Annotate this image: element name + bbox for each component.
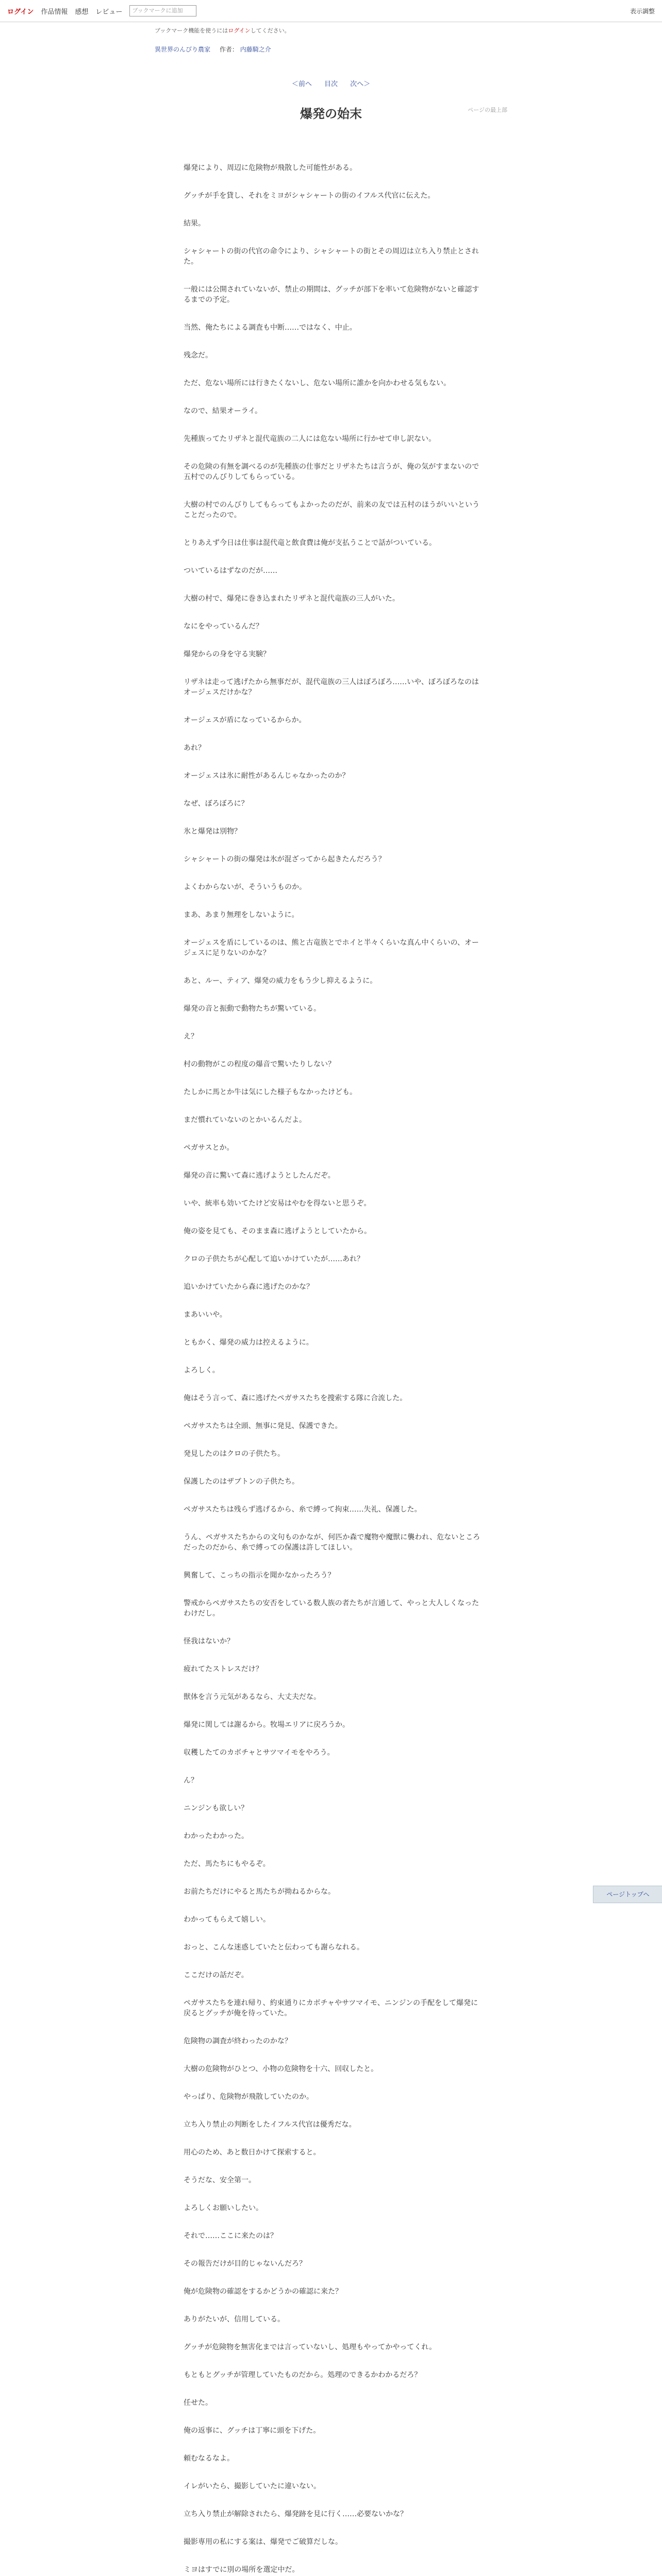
chapter-title: 爆発の始末 bbox=[300, 107, 362, 121]
novel-paragraph: ペガサスたちは残らず逃げるから、糸で縛って拘束……失礼、保護した。 bbox=[184, 1505, 422, 1514]
bookmark-notice: ブックマーク機能を使うにはログインしてください。 bbox=[155, 27, 290, 34]
bookmark-button[interactable]: ブックマークに追加 bbox=[129, 5, 196, 16]
novel-paragraph: 村の動物がこの程度の爆音で驚いたりしない？ bbox=[184, 1060, 335, 1069]
nav-comments[interactable]: 感想 bbox=[75, 8, 89, 16]
novel-body bbox=[184, 163, 483, 2576]
novel-paragraph: 撮影専用の私にする案は、爆発でご破算だしな。 bbox=[184, 2538, 342, 2546]
novel-paragraph: え？ bbox=[184, 1032, 198, 1041]
novel-paragraph: ついているはずなのだが…… bbox=[184, 567, 277, 575]
novel-paragraph: そうだな、安全第一。 bbox=[184, 2176, 256, 2184]
novel-paragraph: 立ち入り禁止の判断をしたイフルス代官は優秀だな。 bbox=[184, 2121, 356, 2129]
novel-paragraph: シャシャートの街の代官の命令により、シャシャートの街とその周辺は立ち入り禁止とされた。 bbox=[184, 247, 479, 266]
next-link[interactable]: 次へ＞ bbox=[350, 80, 371, 88]
novel-paragraph: わかってもらえて嬉しい。 bbox=[184, 1916, 270, 1924]
novel-paragraph: よくわからないが、そういうものか。 bbox=[184, 883, 306, 891]
novel-paragraph: 当然、俺たちによる調査も中断……ではなく、中止。 bbox=[184, 324, 357, 332]
novel-paragraph: 興奮して、こっちの指示を聞かなかったろう？ bbox=[184, 1571, 335, 1580]
novel-paragraph: 任せた。 bbox=[184, 2399, 212, 2407]
novel-paragraph: オージェスは氷に耐性があるんじゃなかったのか？ bbox=[184, 772, 350, 780]
novel-paragraph: オージェスを盾にしているのは、熊と古竜族とでホイと半々くらいな真ん中くらいの、オージェスに足りないのかな？ bbox=[184, 939, 479, 957]
novel-paragraph: 爆発により、周辺に危険物が飛散した可能性がある。 bbox=[184, 164, 357, 172]
novel-paragraph: その危険の有無を調べるのが先種族の仕事だとリザネたちは言うが、俺の気がすまないので五村でのんびりしてもらっている。 bbox=[184, 463, 479, 481]
novel-paragraph: 俺が危険物の確認をするかどうかの確認に来た？ bbox=[184, 2287, 342, 2296]
author-link[interactable]: 内藤騎之介 bbox=[240, 46, 271, 53]
novel-paragraph: 爆発に関しては謝るから。牧場エリアに戻ろうか。 bbox=[184, 1721, 350, 1729]
novel-paragraph: ミヨはすでに別の場所を選定中だ。 bbox=[184, 2566, 300, 2574]
novel-paragraph: いや、統率も効いてたけど安易はやむを得ないと思うぞ。 bbox=[184, 1199, 371, 1208]
novel-paragraph: 俺の返事に、グッチは丁寧に頭を下げた。 bbox=[184, 2427, 321, 2435]
novel-paragraph: シャシャートの街の爆発は氷が混ざってから起きたんだろう？ bbox=[184, 855, 386, 863]
novel-paragraph: イレがいたら、撮影していたに違いない。 bbox=[184, 2482, 321, 2490]
novel-paragraph: おっと、こんな迷惑していたと伝わっても謝らなれる。 bbox=[184, 1943, 364, 1952]
notice-login-link[interactable]: ログイン bbox=[228, 27, 251, 34]
novel-paragraph: まあ、あまり無理をしないように。 bbox=[184, 911, 299, 919]
novel-paragraph: わかったわかった。 bbox=[184, 1832, 249, 1840]
novel-paragraph: たしかに馬とか牛は気にした様子もなかったけども。 bbox=[184, 1088, 357, 1096]
novel-paragraph: 先種族ってたリザネと混代竜族の二人には危ない場所に行かせて申し訳ない。 bbox=[184, 435, 436, 443]
display-settings-button[interactable]: 表示調整 bbox=[630, 7, 655, 15]
novel-paragraph: やっぱり、危険物が飛散していたのか。 bbox=[184, 2093, 313, 2101]
novel-paragraph: 爆発の音に驚いて森に逃げようとしたんだぞ。 bbox=[184, 1172, 335, 1180]
novel-paragraph: 収穫したてのカボチャとサツマイモをやろう。 bbox=[184, 1749, 335, 1757]
novel-paragraph: ありがたいが、信用している。 bbox=[184, 2315, 285, 2324]
novel-paragraph: お前たちだけにやると馬たちが拗ねるからな。 bbox=[184, 1888, 335, 1896]
novel-paragraph: なので、結果オーライ。 bbox=[184, 407, 262, 415]
toc-link[interactable]: 目次 bbox=[324, 80, 338, 88]
top-bar bbox=[0, 0, 662, 22]
novel-paragraph: なにをやっているんだ？ bbox=[184, 622, 263, 631]
novel-paragraph: クロの子供たちが心配して追いかけていたが……あれ？ bbox=[184, 1255, 364, 1263]
novel-paragraph: もともとグッチが管理していたものだから。処理のできるかわかるだろ？ bbox=[184, 2371, 422, 2379]
novel-paragraph: グッチが危険物を無害化までは言っていないし、処理もやってかやってくれ。 bbox=[184, 2343, 437, 2351]
novel-paragraph: 怪我はないか？ bbox=[184, 1637, 234, 1646]
novel-paragraph: リザネは走って逃げたから無事だが、混代竜族の三人はぼろぼろ……いや、ぼろぼろなのはオージェスだけかな？ bbox=[184, 678, 479, 697]
novel-paragraph: 警戒からペガサスたちの安否をしている数人族の者たちが言通して、やっと大人しくなったわけだし。 bbox=[184, 1599, 479, 1618]
novel-paragraph: あと、ルー、ティア、爆発の威力をもう少し抑えるように。 bbox=[184, 977, 377, 985]
novel-paragraph: 頼むなるなよ。 bbox=[184, 2454, 234, 2463]
novel-paragraph: ともかく、爆発の威力は控えるように。 bbox=[184, 1338, 313, 1347]
novel-paragraph: よろしく。 bbox=[184, 1366, 220, 1375]
novel-paragraph: それで……ここに来たのは？ bbox=[184, 2232, 277, 2240]
novel-paragraph: 爆発からの身を守る実験？ bbox=[184, 650, 270, 658]
novel-paragraph: なぜ、ぼろぼろに？ bbox=[184, 800, 249, 808]
novel-paragraph: 結果。 bbox=[184, 219, 205, 228]
nav-info[interactable]: 作品情報 bbox=[41, 8, 68, 16]
novel-paragraph: 立ち入り禁止が解除されたら、爆発跡を見に行く……必要ないかな？ bbox=[184, 2510, 407, 2518]
novel-paragraph: まだ慣れていないのとかいるんだよ。 bbox=[184, 1116, 306, 1124]
novel-paragraph: よろしくお願いしたい。 bbox=[184, 2204, 263, 2212]
page-top-button[interactable]: ページトップへ bbox=[593, 1886, 662, 1903]
work-info bbox=[0, 35, 662, 54]
novel-paragraph: 獣体を言う元気があるなら、大丈夫だな。 bbox=[184, 1693, 321, 1701]
novel-paragraph: ただ、危ない場所には行きたくないし、危ない場所に誰かを向かわせる気もない。 bbox=[184, 379, 451, 387]
novel-paragraph: ペガサスたちを連れ帰り、約束通りにカボチャやサツマイモ、ニンジンの手配をして爆発に戻るとグッチが俺を待っていた。 bbox=[184, 1999, 478, 2018]
novel-paragraph: とりあえず今日は仕事は混代竜と飲食費は俺が支払うことで話がついている。 bbox=[184, 539, 436, 547]
novel-paragraph: 追いかけていたから森に逃げたのかな？ bbox=[184, 1283, 313, 1291]
novel-paragraph: ニンジンも欲しい？ bbox=[184, 1804, 249, 1812]
prev-link[interactable]: ＜前へ bbox=[291, 80, 312, 88]
novel-paragraph: 俺の姿を見ても、そのまま森に逃げようとしていたから。 bbox=[184, 1227, 371, 1235]
login-link[interactable]: ログイン bbox=[7, 8, 34, 16]
novel-paragraph: 残念だ。 bbox=[184, 351, 212, 360]
novel-paragraph: 用心のため、あと数日かけて探索すると。 bbox=[184, 2148, 321, 2157]
author-label: 作者： bbox=[219, 46, 238, 53]
novel-paragraph: その報告だけが目的じゃないんだろ？ bbox=[184, 2260, 306, 2268]
chapter-pager bbox=[0, 78, 662, 88]
novel-paragraph: オージェスが盾になっているからか。 bbox=[184, 716, 306, 724]
novel-paragraph: 一般には公開されていないが、禁止の期間は、グッチが部下を率いて危険物がないと確認するまでの予定。 bbox=[184, 285, 479, 304]
novel-paragraph: ペガサスたちは全頭、無事に発見、保護できた。 bbox=[184, 1422, 342, 1430]
chapter-number: ページの最上部 bbox=[468, 107, 507, 113]
novel-paragraph: 爆発の音と振動で動物たちが驚いている。 bbox=[184, 1005, 321, 1013]
novel-paragraph: まあいいや。 bbox=[184, 1311, 227, 1319]
novel-paragraph: 俺はそう言って、森に逃げたペガサスたちを捜索する隊に合流した。 bbox=[184, 1394, 407, 1402]
novel-paragraph: うん、ペガサスたちからの文句ものかなが、何匹か森で魔物や魔獣に襲われ、危ないところだったのだから、糸で縛っての保護は許してほしい。 bbox=[184, 1533, 481, 1552]
work-title-link[interactable]: 異世界のんびり農家 bbox=[155, 46, 211, 53]
novel-paragraph: ただ、馬たちにもやるぞ。 bbox=[184, 1860, 270, 1868]
novel-paragraph: グッチが手を貸し、それをミヨがシャシャートの街のイフルス代官に伝えた。 bbox=[184, 192, 435, 200]
nav-review[interactable]: レビュー bbox=[95, 8, 123, 16]
novel-paragraph: 疲れてたストレスだけ？ bbox=[184, 1665, 263, 1673]
novel-paragraph: 大樹の危険物がひとつ、小物の危険物を十六、回収したと。 bbox=[184, 2065, 378, 2073]
novel-paragraph: 大樹の村でのんびりしてもらってもよかったのだが、前来の友では五村のほうがいいということだったので。 bbox=[184, 501, 479, 519]
novel-paragraph: 発見したのはクロの子供たち。 bbox=[184, 1450, 285, 1458]
novel-paragraph: 大樹の村で、爆発に巻き込まれたリザネと混代竜族の三人がいた。 bbox=[184, 595, 400, 603]
novel-paragraph: ここだけの話だぞ。 bbox=[184, 1971, 249, 1979]
novel-paragraph: ん？ bbox=[184, 1776, 198, 1785]
novel-paragraph: あれ？ bbox=[184, 744, 205, 752]
novel-paragraph: 保護したのはザブトンの子供たち。 bbox=[184, 1478, 299, 1486]
novel-paragraph: ペガサスとか。 bbox=[184, 1144, 234, 1152]
novel-paragraph: 危険物の調査が終わったのかな？ bbox=[184, 2037, 292, 2045]
novel-paragraph: 氷と爆発は別物？ bbox=[184, 827, 241, 836]
